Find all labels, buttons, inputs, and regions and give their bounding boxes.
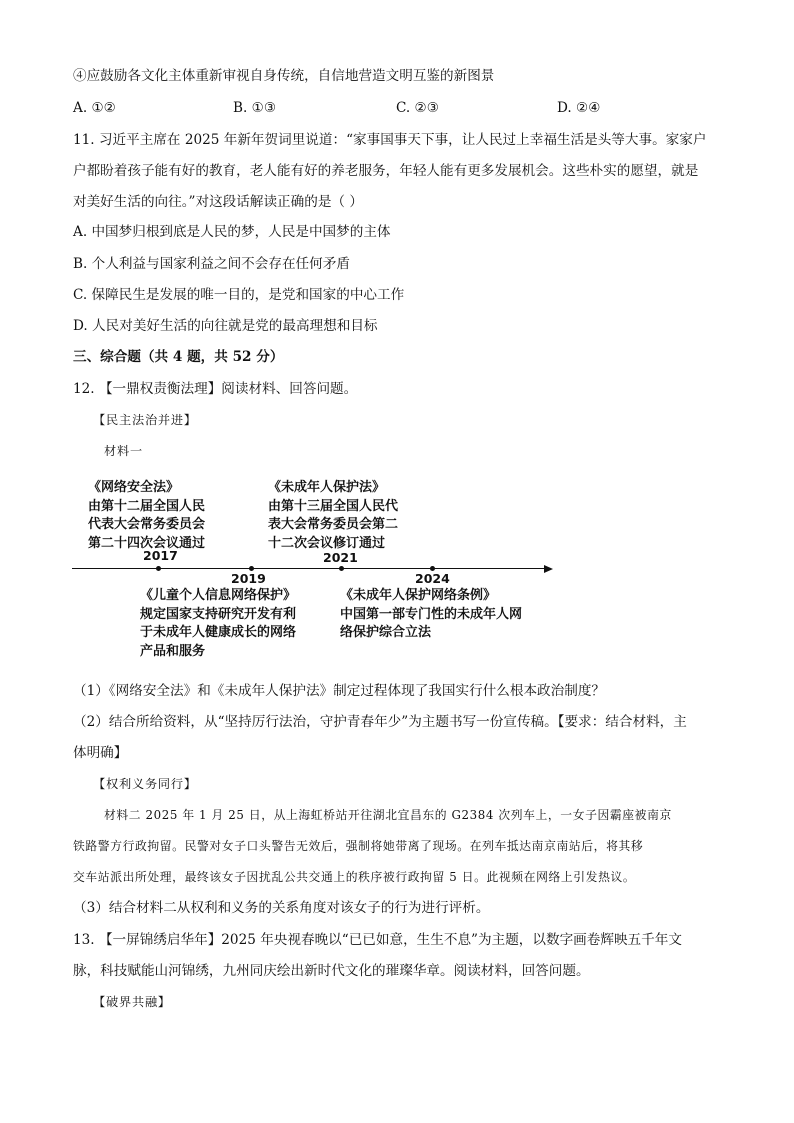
q11-stem-line-3: 对美好生活的向往。”对这段话解读正确的是（ ） (73, 194, 363, 210)
q12-material2-line-3: 交车站派出所处理，最终该女子因扰乱公共交通上的秩序被行政拘留 5 日。此视频在网络上引发热议。 (73, 870, 636, 884)
timeline-event-2017: 《网络安全法》 由第十二届全国人民 代表大会常务委员会 第二十四次会议通过 (88, 480, 206, 551)
timeline-dot-2021 (339, 566, 344, 571)
q13-stem-line-2: 脉，科技赋能山河锦绣，九州同庆绘出新时代文化的璀璨华章。阅读材料，回答问题。 (73, 963, 590, 979)
q10-choice-a: A. ①② (73, 100, 116, 116)
q12-sub-question-3: （3）结合材料二从权利和义务的关系角度对该女子的行为进行评析。 (73, 900, 490, 916)
q11-option-a: A. 中国梦归根到底是人民的梦，人民是中国梦的主体 (73, 224, 391, 240)
timeline-event-2024: 《未成年人保护网络条例》 中国第一部专门性的未成年人网 络保护综合立法 (340, 588, 523, 640)
q11-stem-line-1: 11. 习近平主席在 2025 年新年贺词里说道：“家事国事天下事，让人民过上幸福生活是头等大事。家家户 (73, 132, 707, 148)
section-3-heading: 三、综合题（共 4 题，共 52 分） (73, 349, 284, 365)
q11-option-d: D. 人民对美好生活的向往就是党的最高理想和目标 (73, 318, 378, 334)
timeline-year-2021: 2021 (323, 550, 358, 565)
q12-part2-title: 【权利义务同行】 (93, 777, 197, 791)
q12-sub-question-2-line-1: （2）结合所给资料，从“坚持厉行法治，守护青春年少”为主题书写一份宣传稿。【要求：结合材料，主 (73, 714, 687, 730)
timeline-year-2017: 2017 (143, 548, 178, 563)
timeline-arrow-icon (544, 565, 553, 573)
timeline-axis (72, 568, 546, 569)
timeline-event-2019: 《儿童个人信息网络保护》 规定国家支持研究开发有利 于未成年人健康成长的网络 产品和服务 (140, 588, 297, 659)
q12-material2-line-2: 铁路警方行政拘留。民警对女子口头警告无效后，强制将她带离了现场。在列车抵达南京南站后，将其移 (73, 839, 644, 853)
q12-stem: 12. 【一鼎权责衡法理】阅读材料、回答问题。 (73, 381, 358, 397)
q11-option-b: B. 个人利益与国家利益之间不会存在任何矛盾 (73, 256, 350, 272)
timeline-event-2021: 《未成年人保护法》 由第十三届全国人民代 表大会常务委员会第二 十二次会议修订通过 (268, 480, 399, 551)
q13-stem-line-1: 13. 【一屏锦绣启华年】2025 年央视春晚以“已已如意，生生不息”为主题，以数字画卷辉映五千年文 (73, 932, 682, 948)
timeline-dot-2017 (156, 566, 161, 571)
q12-material1-label: 材料一 (104, 444, 143, 458)
q12-part1-title: 【民主法治并进】 (93, 413, 197, 427)
q10-choice-b: B. ①③ (233, 100, 277, 116)
timeline-year-2024: 2024 (415, 571, 450, 586)
q12-sub-question-1: （1）《网络安全法》和《未成年人保护法》制定过程体现了我国实行什么根本政治制度？ (73, 683, 606, 699)
q12-material2-line-1: 材料二 2025 年 1 月 25 日，从上海虹桥站开往湖北宜昌东的 G2384 次列车上，一女子因霸座被南京 (104, 808, 672, 822)
q10-option-4: ④应鼓励各文化主体重新审视自身传统，自信地营造文明互鉴的新图景 (73, 68, 495, 84)
q12-sub-question-2-line-2: 体明确】 (73, 745, 128, 761)
q10-choice-d: D. ②④ (557, 100, 601, 116)
q13-part1-title: 【破界共融】 (93, 995, 171, 1009)
q11-stem-line-2: 户都盼着孩子能有好的教育，老人能有好的养老服务，年轻人能有更多发展机会。这些朴实的愿望，就是 (73, 163, 699, 179)
q11-option-c: C. 保障民生是发展的唯一目的，是党和国家的中心工作 (73, 287, 405, 303)
q10-choice-c: C. ②③ (396, 100, 439, 116)
timeline-year-2019: 2019 (231, 571, 266, 586)
